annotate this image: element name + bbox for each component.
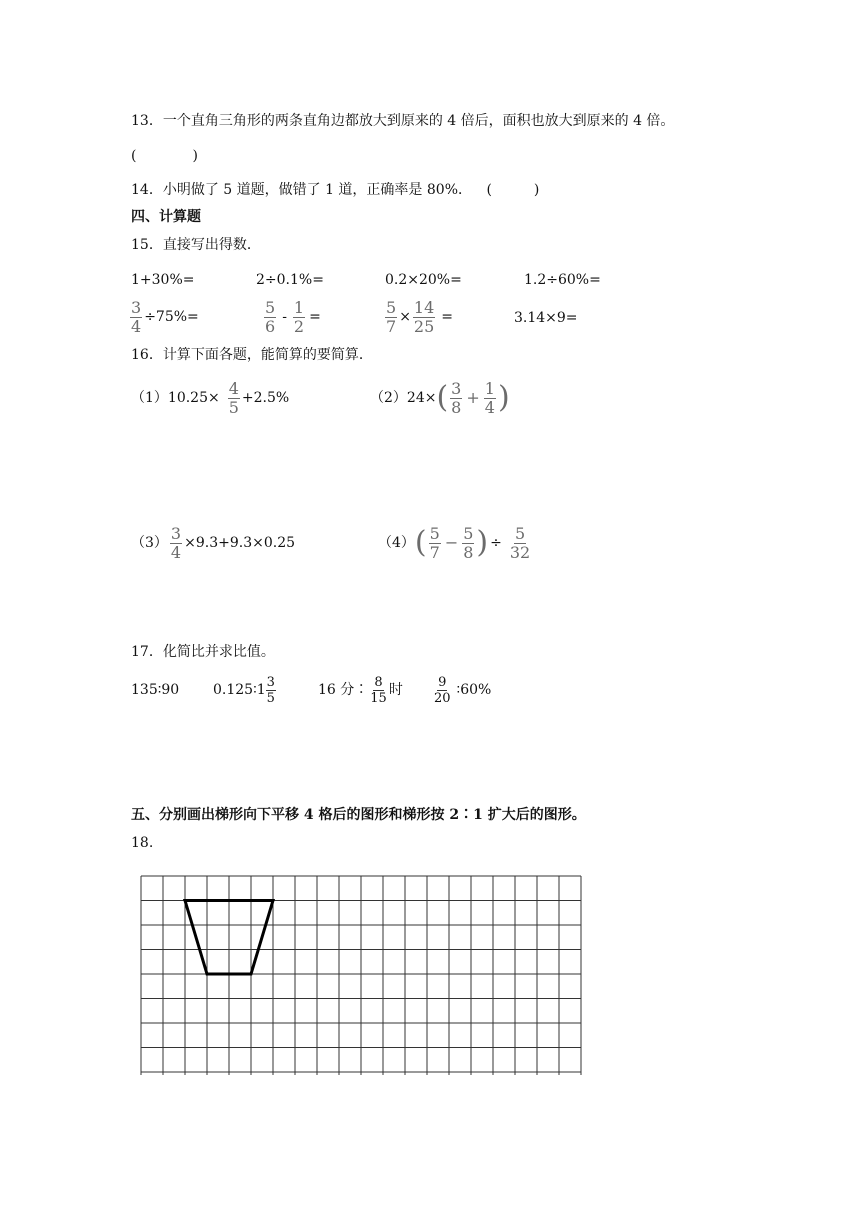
q14-answer-blank[interactable]: ( ): [486, 182, 540, 198]
fraction: $\frac{5}{6}$: [265, 297, 276, 336]
q13-text: 13．一个直角三角形的两条直角边都放大到原来的 4 倍后，面积也放大到原来的 4 倍。: [131, 113, 675, 129]
fraction: $\frac{3}{8}$: [451, 378, 462, 417]
q14-line: [131, 180, 539, 200]
section-4-heading: 四、计算题: [131, 209, 201, 225]
fraction: $\frac{9}{20}$: [434, 674, 451, 706]
fraction: $\frac{8}{15}$: [370, 674, 387, 706]
q16-title: 16．计算下面各题，能简算的要简算．: [131, 347, 373, 363]
q16-part-2: （2）24× ( $\frac{3}{8}$ + $\frac{1}{4}$ ): [370, 378, 510, 417]
q15-item-4: 1.2÷60%=: [524, 272, 601, 288]
fraction: $\frac{5}{7}$: [386, 297, 397, 336]
q15-item-8: 3.14×9=: [514, 310, 578, 326]
fraction: $\frac{5}{7}$: [429, 523, 440, 562]
fraction: $\frac{3}{4}$: [131, 297, 142, 336]
q16-part-4: （4） ( $\frac{5}{7}$ − $\frac{5}{8}$ ) ÷ $\frac{5}{32}$: [378, 523, 531, 562]
q15-title: 15．直接写出得数．: [131, 237, 261, 253]
fraction: $\frac{5}{8}$: [463, 523, 474, 562]
q15-item-5: $\frac{3}{4}$ ÷75%=: [131, 297, 199, 336]
q15-item-1: 1+30%=: [131, 272, 195, 288]
q17-title: 17．化简比并求比值。: [131, 644, 275, 660]
fraction: $\frac{1}{2}$: [293, 297, 305, 336]
q15-item-2: 2÷0.1%=: [256, 272, 324, 288]
q15-item-3: 0.2×20%=: [385, 272, 462, 288]
q17-item-2: 0.125∶1 $\frac{3}{5}$: [213, 674, 275, 706]
q16-part-3: （3） $\frac{3}{4}$ ×9.3+9.3×0.25: [131, 523, 296, 562]
q16-part-1: （1）10.25× $\frac{4}{5}$ +2.5%: [131, 378, 290, 417]
q13-answer-blank[interactable]: ( ): [131, 148, 198, 164]
q15-item-7: $\frac{5}{7}$ × $\frac{14}{25}$ =: [386, 297, 454, 336]
fraction: $\frac{3}{4}$: [170, 523, 182, 562]
q17-item-1: 135∶90: [131, 682, 180, 698]
q18-label: 18.: [131, 835, 154, 851]
fraction: $\frac{3}{5}$: [266, 674, 275, 706]
drawing-grid[interactable]: [140, 875, 585, 1075]
fraction: $\frac{1}{4}$: [484, 378, 495, 417]
fraction: $\frac{4}{5}$: [228, 378, 239, 417]
q15-item-6: $\frac{5}{6}$ - $\frac{1}{2}$ =: [265, 297, 321, 336]
q14-text: 14．小明做了 5 道题，做错了 1 道，正确率是 80%．: [131, 182, 472, 198]
fraction: $\frac{14}{25}$: [413, 297, 435, 336]
q17-item-4: $\frac{9}{20}$ ∶60%: [434, 674, 492, 706]
section-5-heading: 五、分别画出梯形向下平移 4 格后的图形和梯形按 2∶1 扩大后的图形。: [131, 807, 586, 823]
fraction: $\frac{5}{32}$: [509, 523, 531, 562]
q17-item-3: 16 分∶ $\frac{8}{15}$ 时: [318, 674, 403, 706]
